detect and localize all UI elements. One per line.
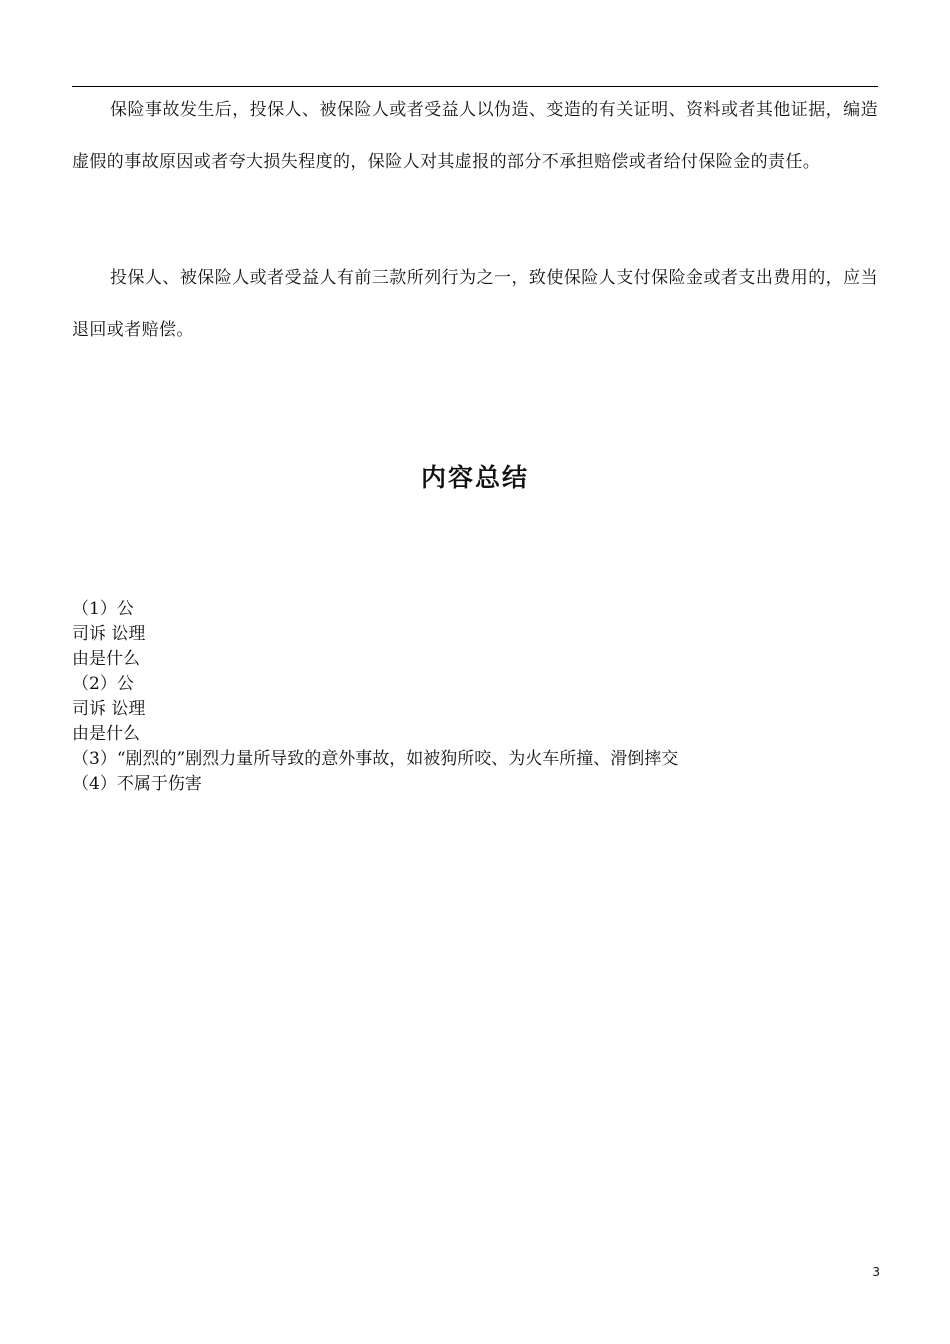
summary-item-1: （1）公司诉 讼理由是什么 [72, 599, 146, 669]
section-title: 内容总结 [420, 463, 529, 492]
summary-item-2: （2）公司诉 讼理由是什么 [72, 674, 146, 744]
summary-item-4: （4）不属于伤害 [72, 774, 202, 794]
summary-item-3: （3）“剧烈的”剧烈力量所导致的意外事故，如被狗所咬、为火车所撞、滑倒摔交 [72, 749, 679, 769]
page-number: 3 [872, 1265, 880, 1279]
paragraph-refund-clause: 投保人、被保险人或者受益人有前三款所列行为之一，致使保险人支付保险金或者支出费用的，应当退回或者赔偿。 [72, 268, 878, 340]
summary-list [72, 597, 872, 797]
paragraph-fraud-clause: 保险事故发生后，投保人、被保险人或者受益人以伪造、变造的有关证明、资料或者其他证据，编造虚假的事故原因或者夸大损失程度的，保险人对其虚报的部分不承担赔偿或者给付保险金的责任。 [72, 100, 878, 172]
